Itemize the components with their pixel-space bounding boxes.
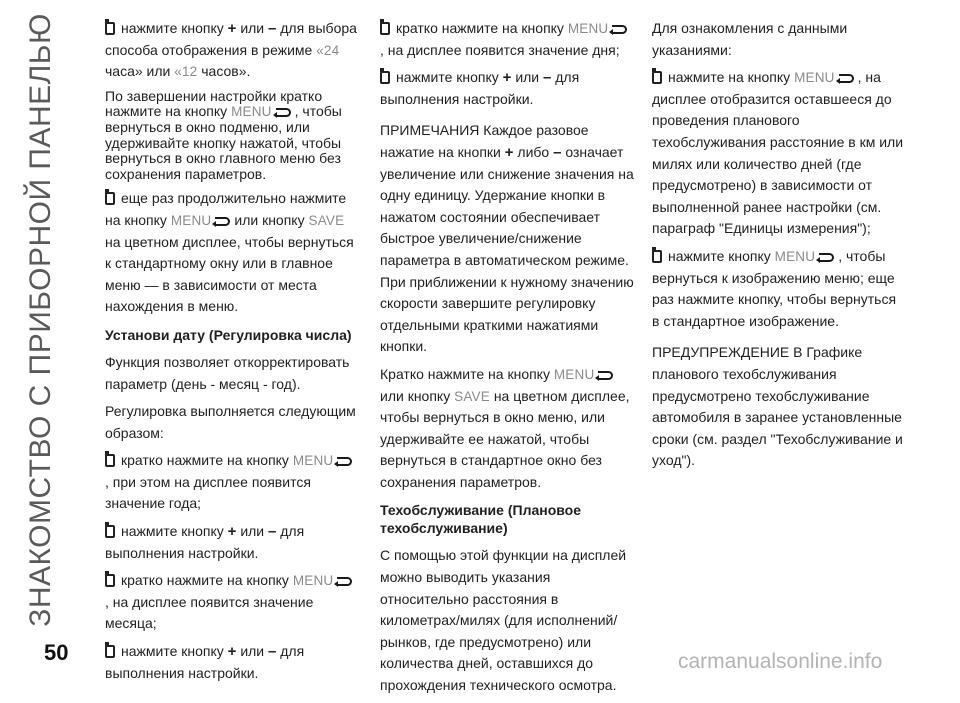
text-column-3 — [652, 18, 906, 478]
bullet-square-icon — [105, 22, 115, 35]
text-column-2 — [380, 18, 634, 703]
menu-key: MENU — [794, 70, 835, 86]
minus-key: – — [268, 523, 277, 541]
return-arrow-icon — [337, 577, 352, 586]
menu-key: MENU — [231, 104, 272, 120]
minus-key: – — [268, 20, 277, 37]
paragraph: С помощью этой функции на дисплей можно выводить указания относительно расстояния в километрах/милях (для исполнений/рынков, где предусмотрено) или количества дней, оставшихся до прохождения технического осмотра. — [380, 547, 627, 694]
plus-key: + — [227, 20, 237, 37]
bullet-square-icon — [105, 525, 115, 538]
section-heading: Техобслуживание (Плановое техобслуживание) — [380, 502, 582, 537]
bullet-item: еще раз продолжительно нажмите на кнопку MENU или кнопку SAVE на цветном дисплее, чтобы вернуться к стандартному окну или в главное меню — в зависимости от места нахождения в меню. — [105, 190, 354, 315]
plus-key: + — [504, 143, 514, 161]
hours-12-key: «12 — [174, 64, 198, 80]
bullet-square-icon — [380, 22, 390, 35]
bullet-item: нажмите кнопку + или – для выбора способа отображения в режиме «24 часа» или «12 часов». — [105, 20, 357, 80]
bullet-item: кратко нажмите на кнопку MENU, на дисплее появится значение месяца; — [105, 570, 359, 635]
return-arrow-icon — [612, 25, 627, 34]
menu-key: MENU — [292, 573, 334, 589]
section-heading: Установи дату (Регулировка числа) — [105, 326, 352, 343]
bullet-square-icon — [652, 71, 662, 84]
paragraph: По завершении настройки кратко нажмите на кнопку MENU , чтобы вернуться в окно подменю, или удерживайте кнопку нажатой, чтобы вернуться в окно главного меню без сохранения параметров. — [105, 87, 342, 182]
text-column-1 — [105, 18, 359, 690]
warning-paragraph: ПРЕДУПРЕЖДЕНИЕ В Графике планового техобслуживания предусмотрено техобслуживание автомобиля в заранее установленные сроки (см. раздел "Техобслуживание и уход"). — [652, 344, 903, 469]
return-arrow-icon — [276, 108, 291, 117]
paragraph: Для ознакомления с данными указаниями: — [652, 20, 848, 58]
bullet-item: нажмите кнопку + или – для выполнения настройки. — [380, 69, 580, 107]
menu-key: MENU — [170, 212, 212, 228]
plus-key: + — [227, 523, 237, 541]
bullet-item: нажмите кнопку MENU , чтобы вернуться к изображению меню; еще раз нажмите кнопку, чтобы вернуться в стандартное изображение. — [652, 247, 897, 329]
save-key: SAVE — [308, 212, 345, 228]
minus-key: – — [553, 143, 562, 161]
minus-key: – — [268, 643, 277, 661]
plus-key: + — [502, 69, 512, 87]
note-paragraph: ПРИМЕЧАНИЯ Каждое разовое нажатие на кнопки + либо – означает увеличение или снижение значения на одну единицу. Удержание кнопки в нажатом состоянии обеспечивает быстрое увеличение/снижение параметра в автоматическом режиме. При приближении к нужному значению скорости завершите регулировку отдельными краткими нажатиями кнопки. — [380, 122, 634, 355]
menu-key: MENU — [292, 453, 334, 469]
page-number: 50 — [44, 640, 69, 665]
menu-key: MENU — [553, 366, 595, 382]
bullet-item: кратко нажмите на кнопку MENU, при этом на дисплее появится значение года; — [105, 450, 359, 515]
menu-key: MENU — [567, 21, 609, 36]
minus-key: – — [543, 69, 552, 87]
return-arrow-icon — [337, 457, 352, 466]
watermark: carmanualsonline.info — [678, 650, 883, 673]
bullet-item: кратко нажмите на кнопку MENU, на дисплее появится значение дня; — [380, 18, 634, 61]
save-key: SAVE — [454, 388, 490, 404]
section-title-vertical: ЗНАКОМСТВО С ПРИБОРНОЙ ПАНЕЛЬЮ — [24, 13, 57, 627]
hours-24-key: «24 — [316, 42, 340, 58]
paragraph: Регулировка выполняется следующим образом: — [105, 403, 356, 441]
bullet-item: нажмите кнопку + или – для выполнения настройки. — [105, 523, 305, 561]
bullet-square-icon — [105, 645, 115, 658]
menu-key: MENU — [774, 248, 816, 264]
return-arrow-icon — [215, 217, 230, 226]
bullet-square-icon — [105, 574, 115, 587]
bullet-square-icon — [105, 454, 115, 467]
bullet-square-icon — [652, 250, 662, 263]
bullet-square-icon — [105, 192, 115, 205]
paragraph: Кратко нажмите на кнопку MENUили кнопку SAVE на цветном дисплее, чтобы вернуться в окно меню, или удерживайте ее нажатой, чтобы вернуться в стандартное окно без сохранения параметров. — [380, 365, 630, 490]
plus-key: + — [227, 643, 237, 661]
return-arrow-icon — [839, 74, 854, 83]
return-arrow-icon — [598, 371, 613, 380]
return-arrow-icon — [819, 253, 834, 262]
bullet-item: нажмите на кнопку MENU , на дисплее отобразится оставшееся до проведения планового техобслуживания расстояние в км или милях или количество дней (где предусмотрено) в зависимости от выполненной ранее настройки (см. параграф "Единицы измерения"); — [652, 69, 904, 237]
bullet-item: нажмите кнопку + или – для выполнения настройки. — [105, 643, 305, 681]
bullet-square-icon — [380, 71, 390, 84]
paragraph: Функция позволяет откорректировать параметр (день - месяц - год). — [105, 353, 350, 392]
